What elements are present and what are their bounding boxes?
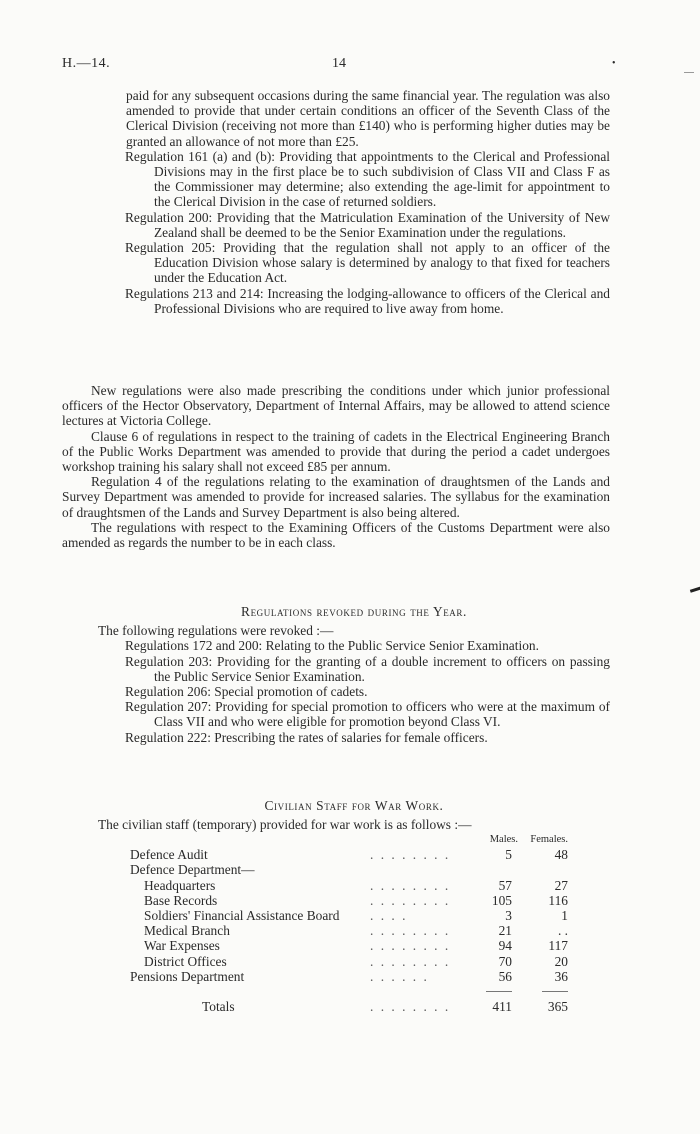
page-number: 14 — [332, 56, 346, 71]
leader-dots: . . . . . . . . — [370, 847, 451, 863]
paragraph: The regulations with respect to the Examining Officers of the Customs Department were also amended as regards the number to be in each class. — [62, 519, 610, 551]
revoked-item: Regulations 172 and 200: Relating to the Public Service Senior Examination. — [125, 638, 539, 654]
new-regulations-section — [62, 383, 610, 550]
leader-dots: . . . . . . . . — [370, 953, 451, 969]
table-row — [130, 893, 568, 908]
males-value: 94 — [498, 938, 512, 954]
civilian-staff-section — [98, 798, 610, 832]
column-header-males: Males. — [489, 834, 518, 845]
females-total: 365 — [547, 999, 568, 1015]
page-reference: H.—14. — [62, 56, 111, 71]
margin-dash — [684, 72, 694, 73]
row-label: War Expenses — [144, 938, 220, 954]
regulation-item: Regulation 200: Providing that the Matriculation Examination of the University of New Zealand shall be deemed to be the Senior Examination under the regulations. — [125, 209, 610, 240]
civilian-staff-table — [130, 832, 568, 1014]
females-value: 116 — [548, 892, 568, 908]
rule-row — [130, 984, 568, 999]
row-label: Headquarters — [144, 877, 216, 893]
females-value: 48 — [554, 847, 568, 863]
table-row — [130, 847, 568, 862]
continuation-paragraph: paid for any subsequent occasions during the same financial year. The regulation was also amended to provide that under certain conditions an officer of the Seventh Class of the Clerical Division (receiving not more than £140) who is performing higher duties may be granted an allowance of not more than £25. — [126, 88, 610, 149]
leader-dots: . . . . . . — [370, 968, 429, 984]
row-label: Defence Department— — [130, 862, 255, 878]
leader-dots: . . . . . . . . — [370, 877, 451, 893]
leader-dots: . . . . . . . . — [370, 938, 451, 954]
row-label: Soldiers' Financial Assistance Board — [144, 908, 340, 924]
row-label: Pensions Department — [130, 968, 245, 984]
regulation-item: Regulations 213 and 214: Increasing the lodging-allowance to officers of the Clerical and Professional Divisions who are required to live away from home. — [125, 285, 610, 316]
females-value: 1 — [561, 908, 568, 924]
total-rule — [462, 984, 518, 999]
table-row — [130, 938, 568, 953]
revoked-item: Regulation 222: Prescribing the rates of salaries for female officers. — [125, 729, 488, 745]
females-value: 36 — [554, 968, 568, 984]
revoked-item: Regulation 206: Special promotion of cadets. — [125, 684, 368, 700]
males-value: 57 — [498, 877, 512, 893]
females-value: 117 — [548, 938, 568, 954]
revoked-item: Regulation 207: Providing for special promotion to officers who were at the maximum of Class VII and who were eligible for promotion beyond Class VI. — [125, 699, 610, 730]
males-value: 3 — [505, 908, 512, 924]
leader-dots — [370, 862, 462, 877]
revoked-item: Regulation 203: Providing for the granting of a double increment to officers on passing the Public Service Senior Examination. — [125, 653, 610, 684]
regulations-amended-list — [98, 88, 610, 316]
column-header-females: Females. — [530, 834, 568, 845]
table-header-row — [130, 832, 568, 847]
males-value: 56 — [498, 968, 512, 984]
females-value — [518, 862, 568, 877]
section-heading: Civilian Staff for War Work. — [264, 798, 444, 813]
section-intro: The civilian staff (temporary) provided for war work is as follows :— — [98, 817, 472, 833]
revoked-section — [98, 604, 610, 745]
females-value: 27 — [554, 877, 568, 893]
totals-label: Totals — [202, 999, 235, 1015]
females-value: 20 — [554, 953, 568, 969]
table-row — [130, 954, 568, 969]
margin-arrow — [690, 586, 700, 593]
leader-dots: . . . . . . . . — [370, 999, 451, 1015]
regulation-item: Regulation 161 (a) and (b): Providing that appointments to the Clerical and Professional Divisions may in the first place be to such subdivision of Class VII and Class F as the Commissioner may determine; also extending the age-limit for appointment to the Clerical Division in the case of returned soldiers. — [125, 148, 610, 210]
table-row — [130, 862, 568, 877]
males-value: 105 — [491, 892, 512, 908]
males-value: 70 — [498, 953, 512, 969]
leader-dots: . . . . — [370, 908, 408, 924]
regulation-item: Regulation 205: Providing that the regulation shall not apply to an officer of the Education Division whose salary is determined by analogy to that fixed for teachers under the Education Act. — [125, 240, 610, 286]
table-row — [130, 908, 568, 923]
leader-dots: . . . . . . . . — [370, 892, 451, 908]
totals-row — [130, 999, 568, 1014]
males-value: 5 — [505, 847, 512, 863]
margin-mark: • — [612, 58, 616, 69]
section-heading: Regulations revoked during the Year. — [241, 604, 467, 619]
paragraph: Regulation 4 of the regulations relating to the examination of draughtsmen of the Lands and Survey Department was amended to provide for increased salaries. The syllabus for the examination of draughtsmen of the Lands and Survey Department is also being altered. — [62, 474, 610, 520]
total-rule — [518, 984, 568, 999]
row-label: Medical Branch — [144, 923, 230, 939]
males-total: 411 — [492, 999, 512, 1015]
table-row — [130, 969, 568, 984]
table-row — [130, 923, 568, 938]
row-label: Defence Audit — [130, 847, 208, 863]
leader-dots: . . . . . . . . — [370, 923, 451, 939]
paragraph: Clause 6 of regulations in respect to the training of cadets in the Electrical Engineering Branch of the Public Works Department was amended to provide that during the period a cadet undergoes workshop training his salary shall not exceed £85 per annum. — [62, 428, 610, 475]
row-label: District Offices — [144, 953, 227, 969]
males-value: 21 — [498, 923, 512, 939]
females-value: . . — [557, 923, 568, 939]
table-row — [130, 878, 568, 893]
paragraph: New regulations were also made prescribing the conditions under which junior professional officers of the Hector Observatory, Department of Internal Affairs, may be allowed to attend science lectures at Victoria College. — [62, 383, 610, 429]
section-intro: The following regulations were revoked :— — [98, 623, 334, 639]
males-value — [462, 862, 518, 877]
row-label: Base Records — [144, 892, 218, 908]
